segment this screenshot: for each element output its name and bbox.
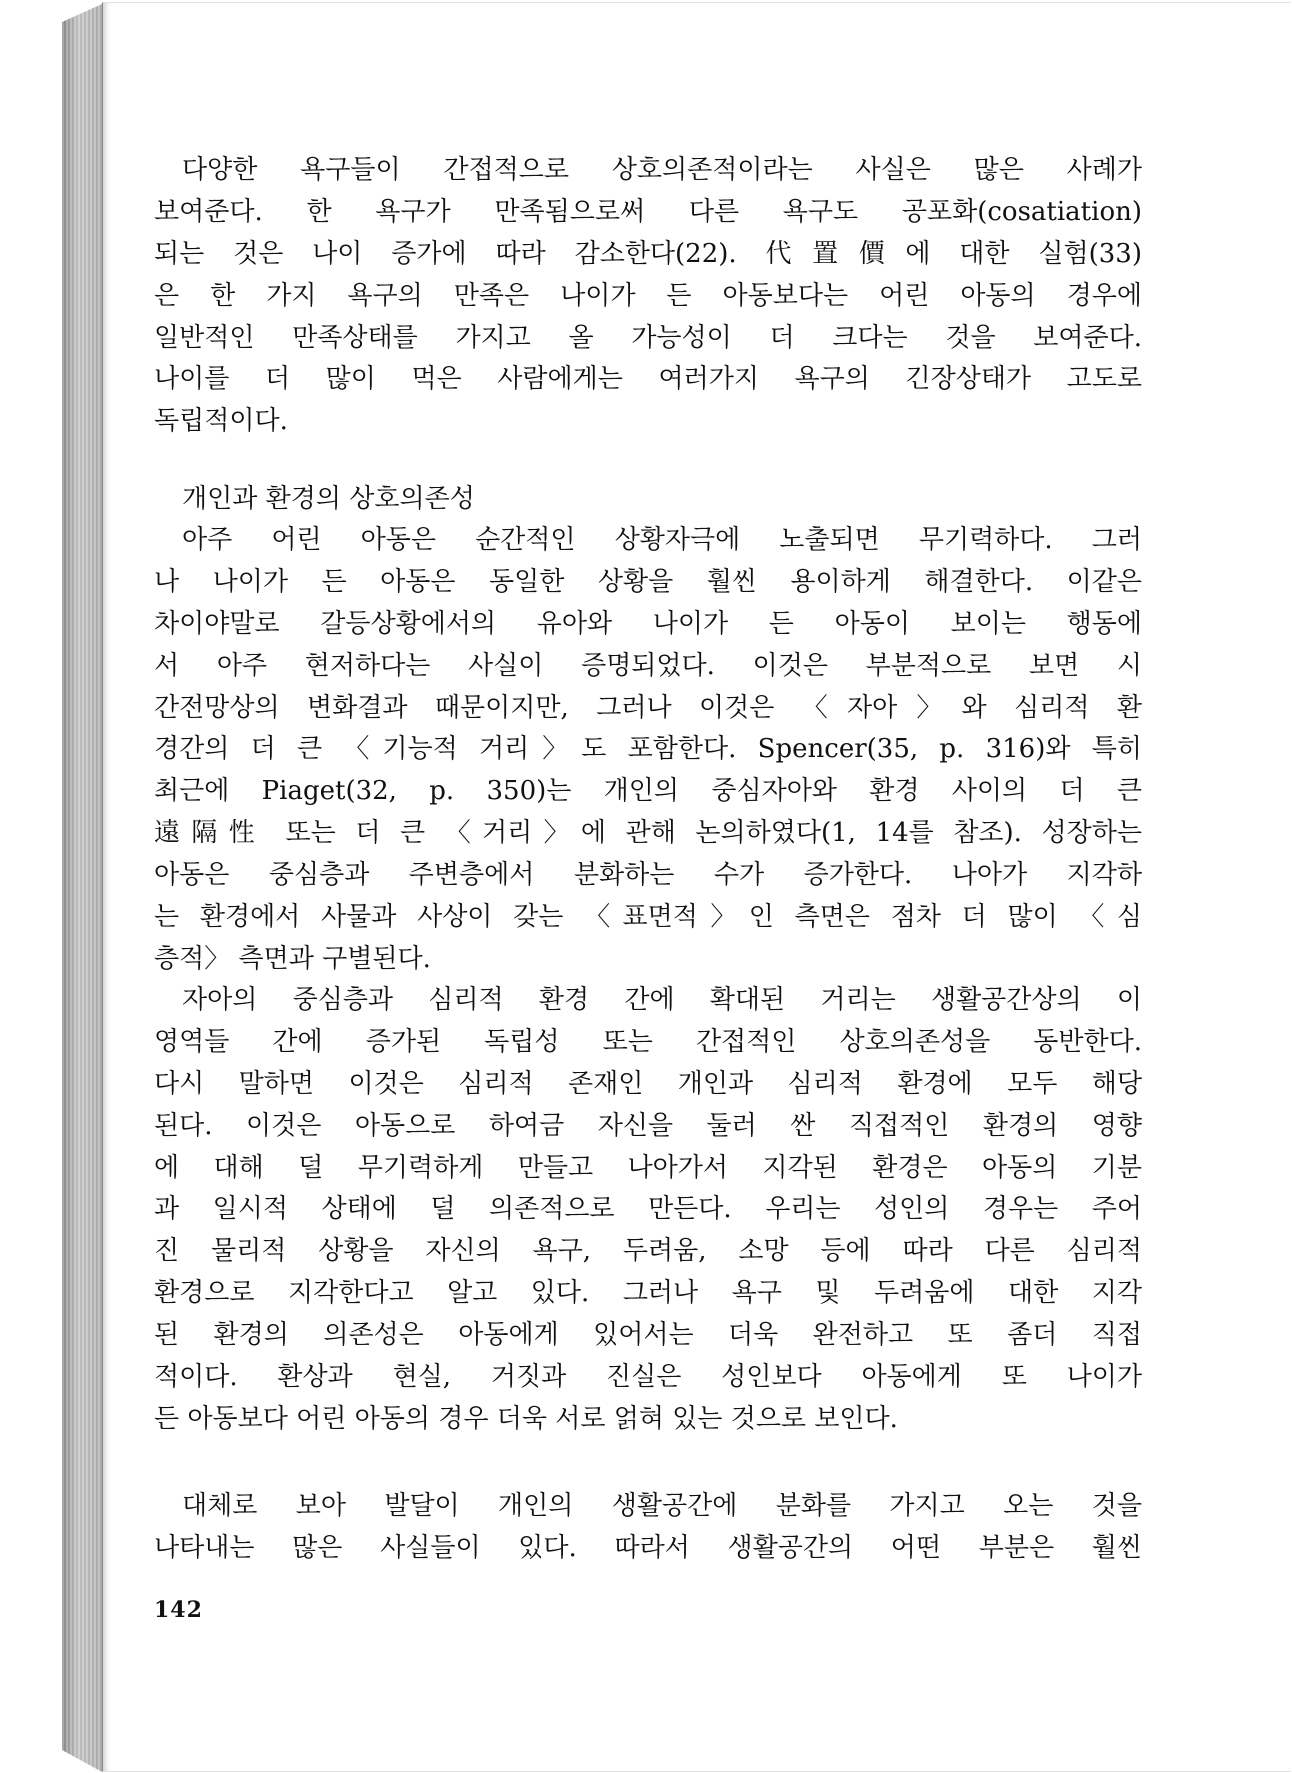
book-page-edge-stripes [62, 4, 102, 1772]
text-line: 영역들 간에 증가된 독립성 또는 간접적인 상호의존성을 동반한다. [154, 1026, 1142, 1057]
text-line: 층적〉 측면과 구별된다. [154, 943, 431, 974]
text-line: 나이를 더 많이 먹은 사람에게는 여러가지 욕구의 긴장상태가 고도로 [154, 364, 1142, 395]
text-line: 독립적이다. [154, 406, 288, 437]
paragraph-3 [154, 980, 1142, 1441]
text-line: 되는 것은 나이 증가에 따라 감소한다(22). 代置價에 대한 실험(33) [154, 238, 1142, 269]
text-line: 된다. 이것은 아동으로 하여금 자신을 둘러 싼 직접적인 환경의 영향 [154, 1110, 1142, 1141]
text-line: 된 환경의 의존성은 아동에게 있어서는 더욱 완전하고 또 좀더 직접 [154, 1320, 1142, 1351]
paragraph-4 [154, 1486, 1142, 1570]
text-line: 진 물리적 상황을 자신의 욕구, 두려움, 소망 등에 따라 다른 심리적 [154, 1236, 1142, 1267]
page-number: 142 [154, 1597, 203, 1623]
text-line: 나타내는 많은 사실들이 있다. 따라서 생활공간의 어떤 부분은 훨씬 [154, 1532, 1142, 1563]
text-line: 환경으로 지각한다고 알고 있다. 그러나 욕구 및 두려움에 대한 지각 [154, 1278, 1142, 1309]
text-line: 간전망상의 변화결과 때문이지만, 그러나 이것은 〈자아〉와 심리적 환 [154, 692, 1142, 723]
text-line: 자아의 중심층과 심리적 환경 간에 확대된 거리는 생활공간상의 이 [182, 985, 1142, 1015]
section-heading: 개인과 환경의 상호의존성 [182, 484, 475, 514]
text-line: 아주 어린 아동은 순간적인 상황자극에 노출되면 무기력하다. 그러 [182, 525, 1142, 555]
text-line: 다양한 욕구들이 간접적으로 상호의존적이라는 사실은 많은 사례가 [182, 155, 1142, 185]
text-line: 遠隔性 또는 더 큰 〈거리〉에 관해 논의하였다(1, 14를 참조). 성장하는 [154, 818, 1142, 849]
paragraph-1 [154, 150, 1142, 443]
text-line: 아동은 중심층과 주변층에서 분화하는 수가 증가한다. 나아가 지각하 [154, 860, 1142, 891]
text-line: 경간의 더 큰 〈기능적 거리〉도 포함한다. Spencer(35, p. 316)와 특히 [154, 734, 1142, 765]
text-line: 서 아주 현저하다는 사실이 증명되었다. 이것은 부분적으로 보면 시 [154, 650, 1142, 681]
text-line: 에 대해 덜 무기력하게 만들고 나아가서 지각된 환경은 아동의 기분 [154, 1152, 1142, 1183]
text-line: 보여준다. 한 욕구가 만족됨으로써 다른 욕구도 공포화(cosatiation) [154, 196, 1142, 227]
paragraph-2 [154, 520, 1142, 981]
text-line: 은 한 가지 욕구의 만족은 나이가 든 아동보다는 어린 아동의 경우에 [154, 280, 1142, 311]
text-line: 대체로 보아 발달이 개인의 생활공간에 분화를 가지고 오는 것을 [182, 1491, 1142, 1521]
text-line: 든 아동보다 어린 아동의 경우 더욱 서로 얽혀 있는 것으로 보인다. [154, 1403, 898, 1434]
text-line: 다시 말하면 이것은 심리적 존재인 개인과 심리적 환경에 모두 해당 [154, 1068, 1142, 1099]
text-line: 과 일시적 상태에 덜 의존적으로 만든다. 우리는 성인의 경우는 주어 [154, 1194, 1142, 1225]
text-line: 적이다. 환상과 현실, 거짓과 진실은 성인보다 아동에게 또 나이가 [154, 1362, 1142, 1393]
text-line: 나 나이가 든 아동은 동일한 상황을 훨씬 용이하게 해결한다. 이같은 [154, 566, 1142, 597]
text-line: 는 환경에서 사물과 사상이 갖는 〈표면적〉인 측면은 점차 더 많이 〈심 [154, 902, 1142, 933]
text-line: 일반적인 만족상태를 가지고 올 가능성이 더 크다는 것을 보여준다. [154, 322, 1142, 353]
text-line: 최근에 Piaget(32, p. 350)는 개인의 중심자아와 환경 사이의 더 큰 [154, 776, 1142, 807]
text-line: 차이야말로 갈등상황에서의 유아와 나이가 든 아동이 보이는 행동에 [154, 608, 1142, 639]
